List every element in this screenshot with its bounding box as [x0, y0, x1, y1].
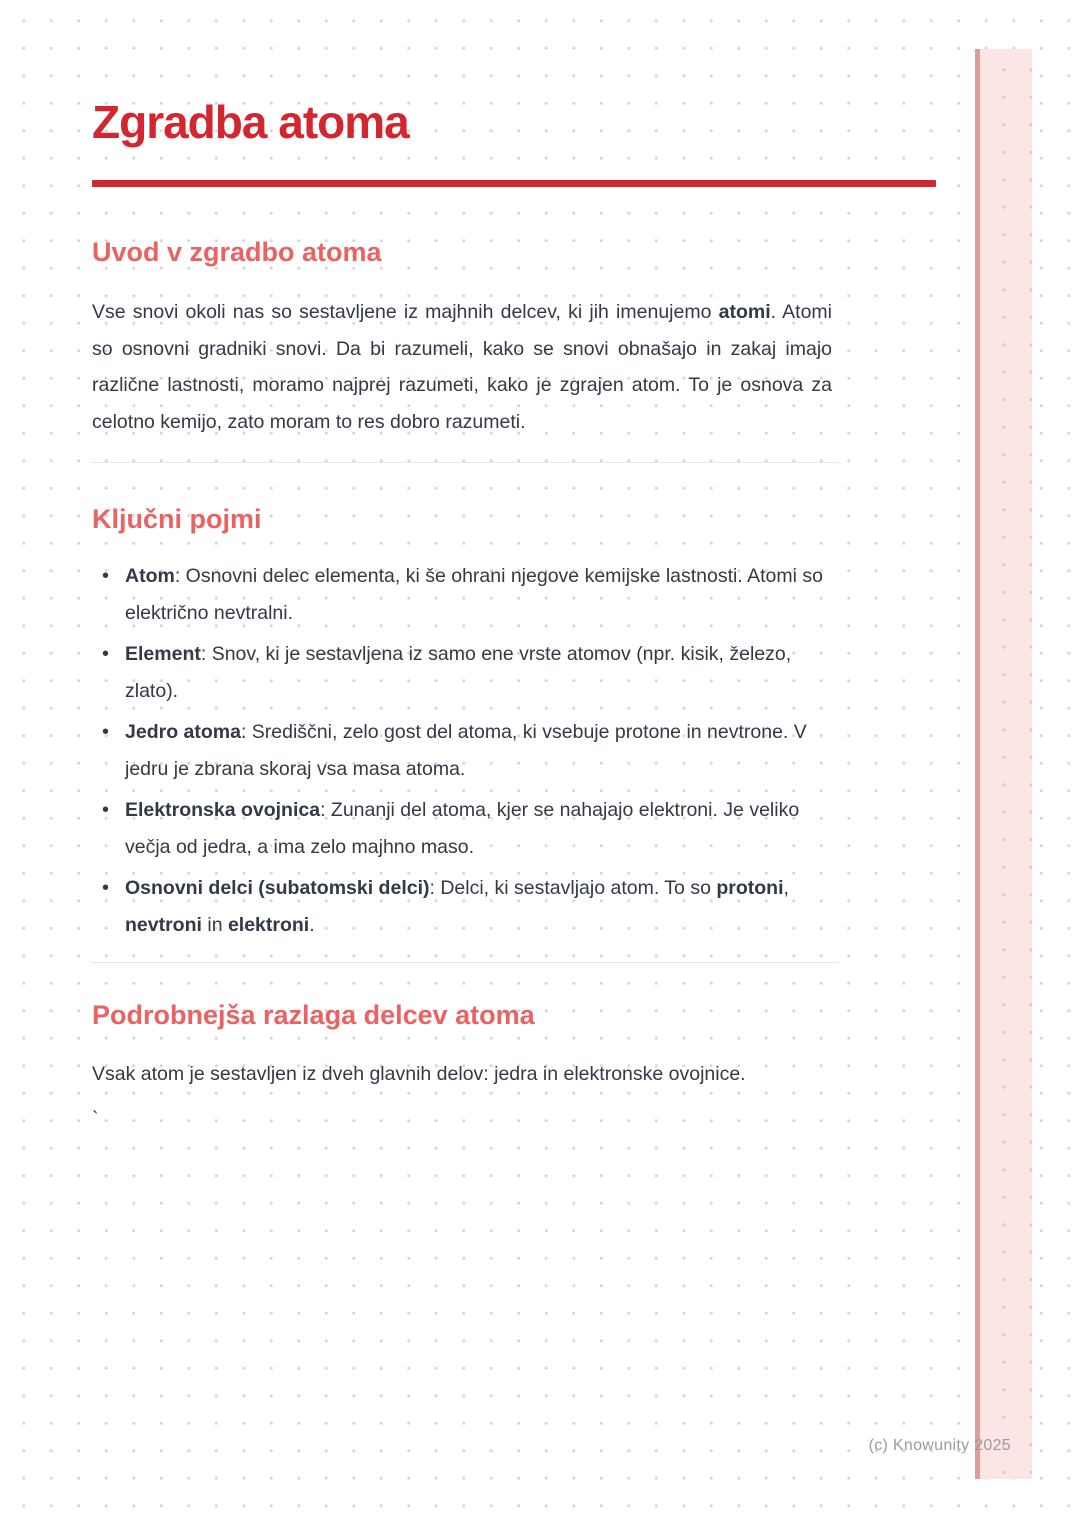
section-divider — [92, 962, 839, 963]
details-paragraph: Vsak atom je sestavljen iz dveh glavnih delov: jedra in elektronske ovojnice. — [92, 1063, 746, 1086]
key-term-item: • Element: Snov, ki je sestavljena iz samo ene vrste atomov (npr. kisik, železo, zlato). — [125, 636, 837, 710]
key-term-item: • Osnovni delci (subatomski delci): Delci, ki sestavljajo atom. To so protoni, nevtroni in elektroni. — [125, 870, 837, 944]
page-content — [92, 0, 936, 1131]
section-heading-details: Podrobnejša razlaga delcev atoma — [92, 999, 535, 1030]
key-term-item: • Atom: Osnovni delec elementa, ki še ohrani njegove kemijske lastnosti. Atomi so električno nevtralni. — [125, 558, 837, 632]
page-title: Zgradba atoma — [92, 96, 409, 148]
title-underline-rule — [92, 180, 936, 187]
key-term-item: • Elektronska ovojnica: Zunanji del atoma, kjer se nahajajo elektroni. Je veliko večja od jedra, a ima zelo majhno maso. — [125, 792, 837, 866]
copyright-credit: (c) Knowunity 2025 — [868, 1437, 1011, 1454]
section-divider — [92, 462, 839, 463]
key-term-item: • Jedro atoma: Središčni, zelo gost del atoma, ki vsebuje protone in nevtrone. V jedru je zbrana skoraj vsa masa atoma. — [125, 714, 837, 788]
page-margin-stripe — [975, 49, 1032, 1479]
stray-backtick-character: ` — [92, 1107, 99, 1130]
section-heading-key-terms: Ključni pojmi — [92, 504, 262, 535]
section-heading-intro: Uvod v zgradbo atoma — [92, 236, 382, 267]
intro-paragraph: Vse snovi okoli nas so sestavljene iz majhnih delcev, ki jih imenujemo atomi. Atomi so osnovni gradniki snovi. Da bi razumeli, kako se snovi obnašajo in zakaj imajo različne lastnosti, moramo najprej razumeti, kako je zgrajen atom. To je osnova za celotno kemijo, zato moram to res dobro razumeti. — [92, 301, 833, 433]
key-terms-list — [92, 558, 837, 944]
